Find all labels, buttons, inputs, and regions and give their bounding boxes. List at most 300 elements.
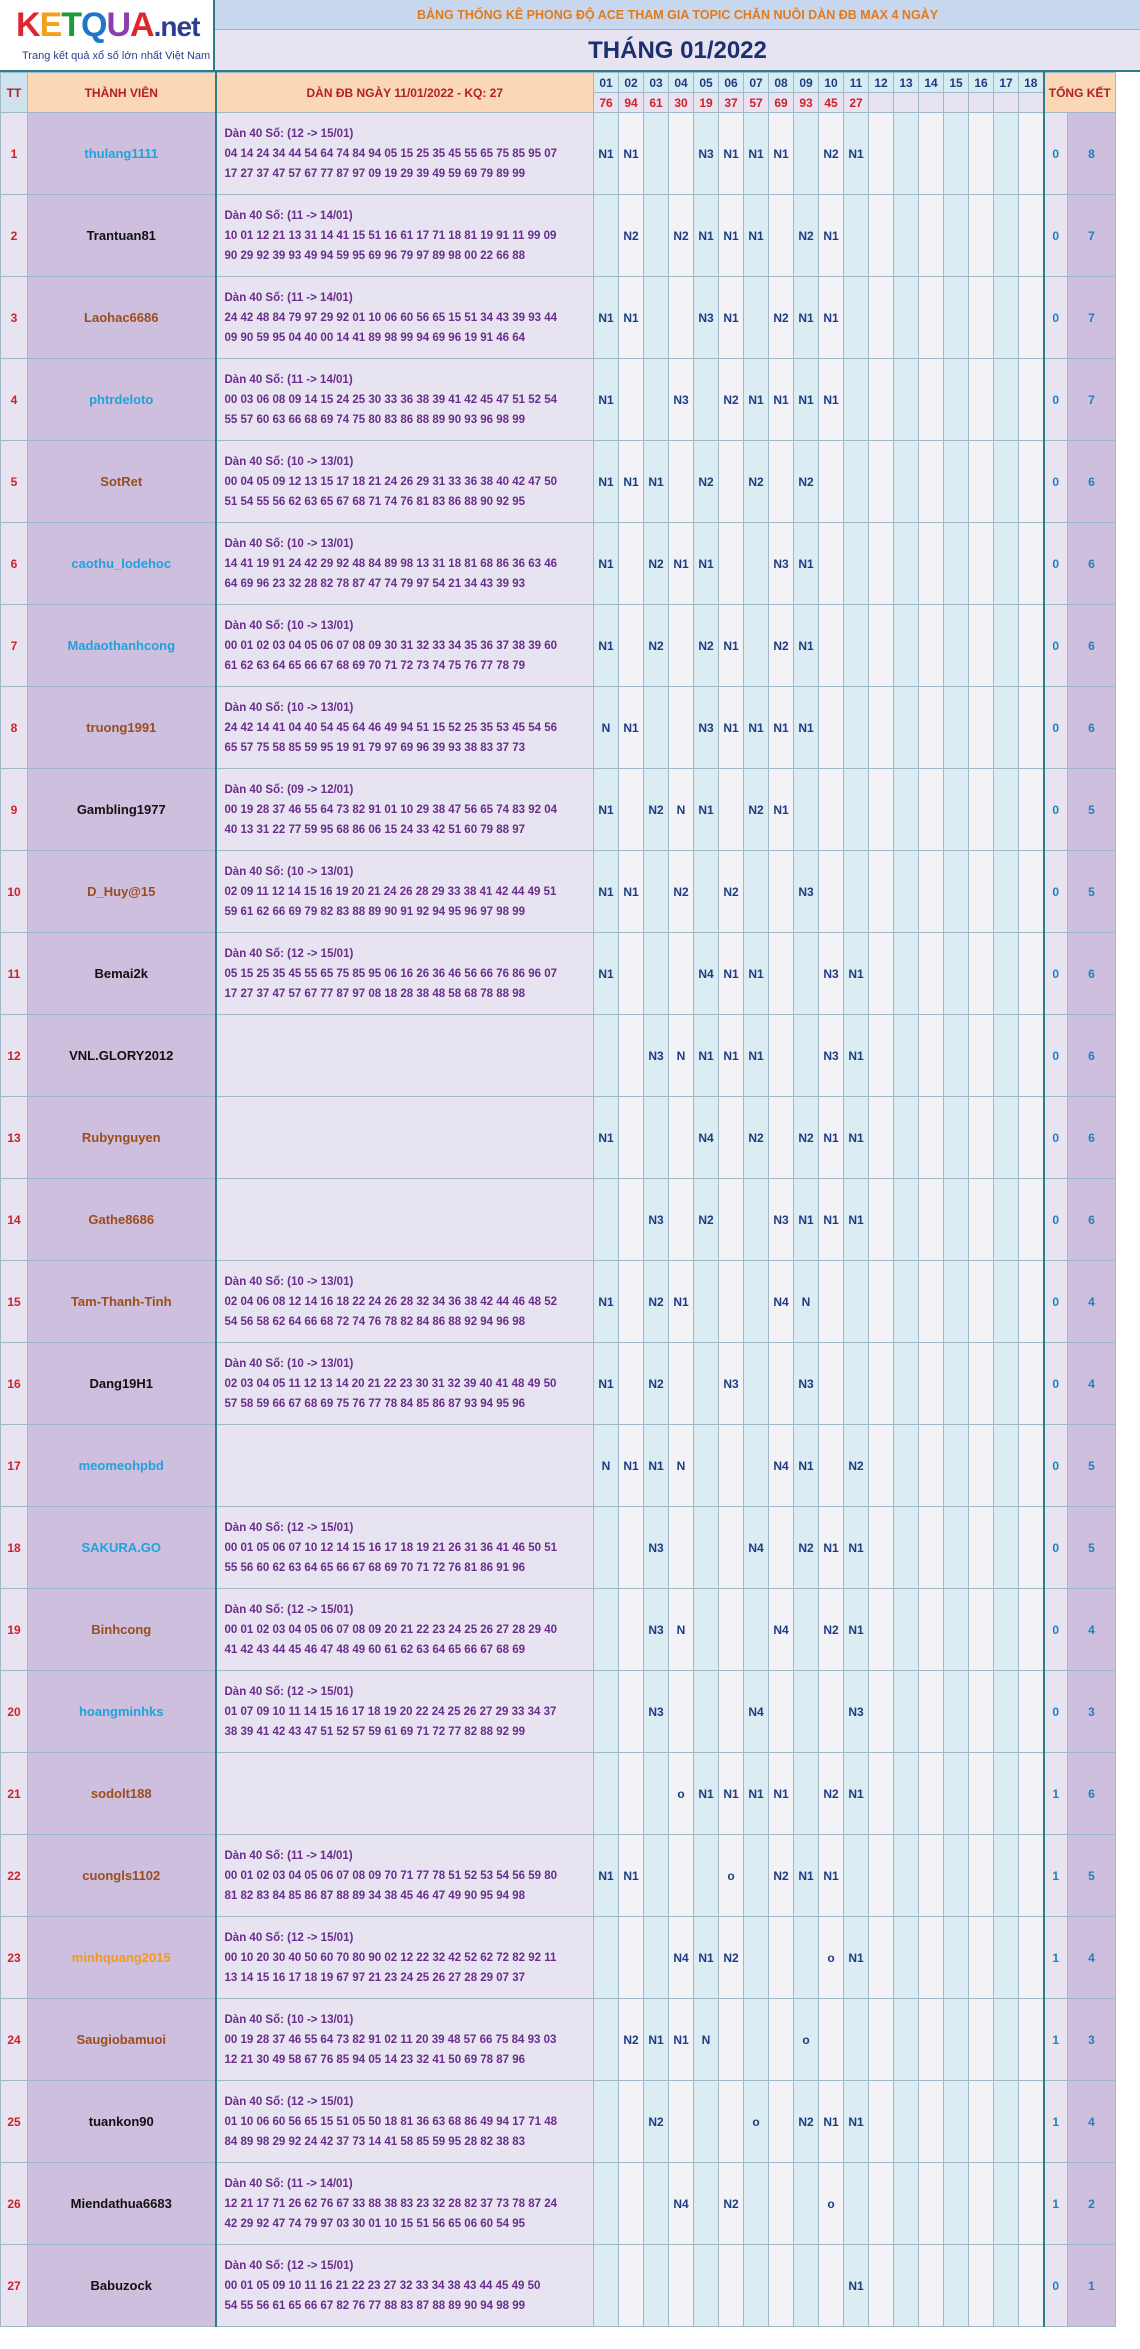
day-cell <box>869 1589 894 1671</box>
day-cell <box>644 1097 669 1179</box>
total-score: 7 <box>1068 359 1116 441</box>
day-cell <box>869 1343 894 1425</box>
day-cell <box>769 1671 794 1753</box>
day-cell <box>819 851 844 933</box>
day-cell <box>594 1179 619 1261</box>
table-row <box>1 1425 1116 1507</box>
day-cell: N2 <box>769 1835 794 1917</box>
day-cell <box>944 1999 969 2081</box>
day-cell <box>869 1261 894 1343</box>
day-cell: N1 <box>744 195 769 277</box>
day-cell <box>619 1671 644 1753</box>
member-name[interactable]: tuankon90 <box>28 2081 216 2163</box>
dan-numbers <box>216 687 594 769</box>
day-cell <box>1019 851 1044 933</box>
day-cell <box>944 769 969 851</box>
day-cell: N3 <box>844 1671 869 1753</box>
header-day-12: 12 <box>869 73 894 93</box>
dan-line: 00 01 05 09 10 11 16 21 22 23 27 32 33 34 38 43 44 45 49 50 <box>224 2279 541 2292</box>
total-score: 4 <box>1068 1917 1116 1999</box>
day-cell <box>894 1835 919 1917</box>
dan-line: 00 01 02 03 04 05 06 07 08 09 20 21 22 23 24 25 26 27 28 29 40 <box>224 1623 558 1636</box>
member-name[interactable]: phtrdeloto <box>28 359 216 441</box>
day-cell <box>919 1999 944 2081</box>
day-cell <box>819 1343 844 1425</box>
day-cell <box>869 1835 894 1917</box>
day-cell: N1 <box>594 359 619 441</box>
day-cell <box>619 2163 644 2245</box>
day-cell <box>594 1999 619 2081</box>
day-cell <box>919 2081 944 2163</box>
day-cell <box>644 113 669 195</box>
total-score: 1 <box>1068 2245 1116 2327</box>
day-cell <box>844 2163 869 2245</box>
day-cell <box>719 1507 744 1589</box>
dan-numbers <box>216 2081 594 2163</box>
dan-numbers <box>216 1835 594 1917</box>
dan-numbers <box>216 523 594 605</box>
day-cell <box>694 1671 719 1753</box>
day-cell <box>869 687 894 769</box>
day-cell: N3 <box>719 1343 744 1425</box>
day-cell <box>769 1917 794 1999</box>
day-cell <box>594 2163 619 2245</box>
row-number: 27 <box>1 2245 28 2327</box>
member-name[interactable]: minhquang2015 <box>28 1917 216 1999</box>
day-cell <box>919 1507 944 1589</box>
day-cell <box>969 1507 994 1589</box>
header-result-17 <box>994 93 1019 113</box>
dan-line: 24 42 14 41 04 40 54 45 64 46 49 94 51 15 52 25 35 53 45 54 56 <box>224 721 558 734</box>
day-cell: N2 <box>794 1507 819 1589</box>
dan-line: 90 29 92 39 93 49 94 59 95 69 96 79 97 89 98 00 22 66 88 <box>224 249 526 262</box>
day-cell: N1 <box>819 1507 844 1589</box>
dan-line: 12 21 30 49 58 67 76 85 94 05 14 23 32 41 50 69 78 87 96 <box>224 2053 526 2066</box>
day-cell <box>894 1507 919 1589</box>
day-cell <box>769 1097 794 1179</box>
day-cell <box>719 1261 744 1343</box>
miss-count: 1 <box>1044 1835 1068 1917</box>
day-cell <box>969 359 994 441</box>
total-score: 4 <box>1068 1589 1116 1671</box>
table-row <box>1 1261 1116 1343</box>
day-cell <box>719 2081 744 2163</box>
miss-count: 0 <box>1044 769 1068 851</box>
day-cell <box>1019 1671 1044 1753</box>
day-cell <box>744 851 769 933</box>
day-cell: N2 <box>719 359 744 441</box>
day-cell <box>769 441 794 523</box>
member-name[interactable]: Rubynguyen <box>28 1097 216 1179</box>
dan-numbers <box>216 605 594 687</box>
dan-range: Dàn 40 Số: (10 -> 13/01) <box>224 537 354 550</box>
day-cell <box>969 1589 994 1671</box>
header-result-2: 94 <box>619 93 644 113</box>
table-row <box>1 441 1116 523</box>
day-cell <box>719 1999 744 2081</box>
day-cell <box>994 1507 1019 1589</box>
day-cell <box>944 2081 969 2163</box>
day-cell: N1 <box>769 359 794 441</box>
member-name[interactable]: Miendathua6683 <box>28 2163 216 2245</box>
day-cell: N2 <box>694 1179 719 1261</box>
day-cell <box>819 605 844 687</box>
header-result-16 <box>969 93 994 113</box>
dan-line: 41 42 43 44 45 46 47 48 49 60 61 62 63 64 65 66 67 68 69 <box>224 1643 526 1656</box>
day-cell: N1 <box>619 687 644 769</box>
day-cell: N <box>669 1589 694 1671</box>
day-cell <box>894 2245 919 2327</box>
table-row <box>1 1507 1116 1589</box>
dan-numbers <box>216 851 594 933</box>
day-cell: N1 <box>619 1425 644 1507</box>
day-cell: N1 <box>819 195 844 277</box>
day-cell <box>994 1097 1019 1179</box>
day-cell: N1 <box>694 523 719 605</box>
day-cell <box>944 1179 969 1261</box>
member-name[interactable]: cuongls1102 <box>28 1835 216 1917</box>
day-cell: N4 <box>769 1589 794 1671</box>
day-cell: N2 <box>744 441 769 523</box>
day-cell: N3 <box>769 1179 794 1261</box>
miss-count: 0 <box>1044 1343 1068 1425</box>
day-cell <box>694 851 719 933</box>
day-cell <box>969 1917 994 1999</box>
day-cell: N4 <box>694 933 719 1015</box>
dan-numbers <box>216 1097 594 1179</box>
member-name[interactable]: caothu_lodehoc <box>28 523 216 605</box>
day-cell: N1 <box>819 1835 844 1917</box>
total-score: 6 <box>1068 1015 1116 1097</box>
day-cell <box>669 1179 694 1261</box>
day-cell <box>819 523 844 605</box>
day-cell: N4 <box>694 1097 719 1179</box>
day-cell <box>1019 687 1044 769</box>
day-cell <box>619 523 644 605</box>
day-cell <box>669 277 694 359</box>
day-cell: N1 <box>844 2245 869 2327</box>
day-cell <box>894 851 919 933</box>
day-cell: N1 <box>819 1097 844 1179</box>
day-cell: N1 <box>794 1179 819 1261</box>
day-cell <box>819 1999 844 2081</box>
table-row <box>1 2163 1116 2245</box>
dan-line: 17 27 37 47 57 67 77 87 97 09 19 29 39 49 59 69 79 89 99 <box>224 167 526 180</box>
dan-range: Dàn 40 Số: (10 -> 13/01) <box>224 2013 354 2026</box>
day-cell <box>894 1015 919 1097</box>
member-name[interactable]: Binhcong <box>28 1589 216 1671</box>
day-cell <box>669 2081 694 2163</box>
day-cell: N1 <box>619 441 644 523</box>
day-cell <box>969 1261 994 1343</box>
day-cell: N3 <box>669 359 694 441</box>
day-cell <box>944 277 969 359</box>
day-cell <box>1019 1507 1044 1589</box>
day-cell: N1 <box>644 1999 669 2081</box>
day-cell: N1 <box>819 2081 844 2163</box>
day-cell <box>994 1917 1019 1999</box>
day-cell: N1 <box>794 359 819 441</box>
miss-count: 0 <box>1044 851 1068 933</box>
day-cell <box>869 2081 894 2163</box>
member-name[interactable]: Gathe8686 <box>28 1179 216 1261</box>
dan-range: Dàn 40 Số: (10 -> 13/01) <box>224 701 354 714</box>
table-row <box>1 1671 1116 1753</box>
row-number: 16 <box>1 1343 28 1425</box>
day-cell: N3 <box>794 851 819 933</box>
header-day-08: 08 <box>769 73 794 93</box>
day-cell <box>994 605 1019 687</box>
day-cell: N2 <box>769 605 794 687</box>
day-cell <box>969 441 994 523</box>
table-row <box>1 851 1116 933</box>
miss-count: 1 <box>1044 1753 1068 1835</box>
day-cell: N <box>694 1999 719 2081</box>
total-score: 8 <box>1068 113 1116 195</box>
header-day-15: 15 <box>944 73 969 93</box>
miss-count: 0 <box>1044 933 1068 1015</box>
day-cell <box>944 1589 969 1671</box>
day-cell <box>894 2081 919 2163</box>
day-cell <box>744 523 769 605</box>
header-day-02: 02 <box>619 73 644 93</box>
day-cell <box>919 1425 944 1507</box>
day-cell: N1 <box>694 769 719 851</box>
day-cell <box>969 1425 994 1507</box>
total-score: 5 <box>1068 1835 1116 1917</box>
table-row <box>1 113 1116 195</box>
dan-numbers <box>216 1507 594 1589</box>
day-cell: N1 <box>694 1753 719 1835</box>
day-cell: N4 <box>669 2163 694 2245</box>
day-cell: N3 <box>644 1671 669 1753</box>
header-day-09: 09 <box>794 73 819 93</box>
dan-numbers <box>216 1671 594 1753</box>
dan-range: Dàn 40 Số: (12 -> 15/01) <box>224 1931 354 1944</box>
logo-wordmark: KETQUA.net <box>16 6 200 44</box>
total-score: 4 <box>1068 2081 1116 2163</box>
day-cell <box>969 1835 994 1917</box>
sheet-banner: BẢNG THỐNG KÊ PHONG ĐỘ ACE THAM GIA TOPIC CHĂN NUÔI DÀN ĐB MAX 4 NGÀY <box>215 0 1140 30</box>
day-cell <box>1019 933 1044 1015</box>
day-cell <box>619 1917 644 1999</box>
day-cell: N1 <box>744 933 769 1015</box>
row-number: 19 <box>1 1589 28 1671</box>
member-name[interactable]: hoangminhks <box>28 1671 216 1753</box>
day-cell: o <box>719 1835 744 1917</box>
day-cell <box>944 1097 969 1179</box>
dan-line: 17 27 37 47 57 67 77 87 97 08 18 28 38 48 58 68 78 88 98 <box>224 987 526 1000</box>
dan-range: Dàn 40 Số: (12 -> 15/01) <box>224 1685 354 1698</box>
table-row <box>1 605 1116 687</box>
day-cell: N2 <box>794 195 819 277</box>
dan-line: 04 14 24 34 44 54 64 74 84 94 05 15 25 35 45 55 65 75 85 95 07 <box>224 147 558 160</box>
dan-numbers <box>216 1179 594 1261</box>
day-cell <box>919 1015 944 1097</box>
day-cell: N1 <box>694 1917 719 1999</box>
day-cell <box>944 113 969 195</box>
member-name[interactable]: truong1991 <box>28 687 216 769</box>
row-number: 6 <box>1 523 28 605</box>
day-cell: N1 <box>619 851 644 933</box>
day-cell <box>919 2163 944 2245</box>
header-result-18 <box>1019 93 1044 113</box>
day-cell <box>969 1097 994 1179</box>
member-name[interactable]: D_Huy@15 <box>28 851 216 933</box>
table-row <box>1 195 1116 277</box>
day-cell <box>769 2163 794 2245</box>
dan-line: 55 57 60 63 66 68 69 74 75 80 83 86 88 89 90 93 96 98 99 <box>224 413 526 426</box>
table-row <box>1 1179 1116 1261</box>
day-cell <box>744 1999 769 2081</box>
dan-line: 55 56 60 62 63 64 65 66 67 68 69 70 71 72 76 81 86 91 96 <box>224 1561 526 1574</box>
day-cell <box>1019 769 1044 851</box>
day-cell: N1 <box>769 1753 794 1835</box>
day-cell: N1 <box>719 1753 744 1835</box>
day-cell <box>894 1343 919 1425</box>
row-number: 11 <box>1 933 28 1015</box>
day-cell <box>644 933 669 1015</box>
dan-range: Dàn 40 Số: (10 -> 13/01) <box>224 1357 354 1370</box>
day-cell: N2 <box>694 441 719 523</box>
member-name[interactable]: Gambling1977 <box>28 769 216 851</box>
day-cell: N1 <box>844 1015 869 1097</box>
dan-numbers <box>216 769 594 851</box>
header-day-13: 13 <box>894 73 919 93</box>
day-cell <box>669 687 694 769</box>
miss-count: 0 <box>1044 1507 1068 1589</box>
day-cell: N1 <box>694 1015 719 1097</box>
member-name[interactable]: Saugiobamuoi <box>28 1999 216 2081</box>
day-cell <box>944 523 969 605</box>
row-number: 14 <box>1 1179 28 1261</box>
day-cell <box>844 523 869 605</box>
day-cell <box>844 359 869 441</box>
member-name[interactable]: VNL.GLORY2012 <box>28 1015 216 1097</box>
miss-count: 0 <box>1044 359 1068 441</box>
day-cell <box>969 2081 994 2163</box>
table-row <box>1 769 1116 851</box>
day-cell <box>669 1671 694 1753</box>
member-name[interactable]: thulang1111 <box>28 113 216 195</box>
day-cell <box>969 933 994 1015</box>
day-cell <box>819 1425 844 1507</box>
day-cell <box>894 769 919 851</box>
table-row <box>1 687 1116 769</box>
dan-line: 61 62 63 64 65 66 67 68 69 70 71 72 73 74 75 76 77 78 79 <box>224 659 526 672</box>
dan-range: Dàn 40 Số: (12 -> 15/01) <box>224 2259 354 2272</box>
day-cell: N <box>794 1261 819 1343</box>
day-cell <box>744 277 769 359</box>
member-name[interactable]: Madaothanhcong <box>28 605 216 687</box>
day-cell <box>1019 441 1044 523</box>
header-result-1: 76 <box>594 93 619 113</box>
day-cell: N1 <box>594 441 619 523</box>
header-result-6: 37 <box>719 93 744 113</box>
day-cell: N1 <box>844 1507 869 1589</box>
header-result-3: 61 <box>644 93 669 113</box>
member-name[interactable]: Tam-Thanh-Tinh <box>28 1261 216 1343</box>
member-name[interactable]: SAKURA.GO <box>28 1507 216 1589</box>
day-cell <box>994 1261 1019 1343</box>
month-title: THÁNG 01/2022 <box>215 30 1140 72</box>
header-result-5: 19 <box>694 93 719 113</box>
dan-range: Dàn 40 Số: (11 -> 14/01) <box>224 291 353 304</box>
total-score: 6 <box>1068 687 1116 769</box>
member-name[interactable]: meomeohpbd <box>28 1425 216 1507</box>
day-cell: N2 <box>644 2081 669 2163</box>
day-cell <box>994 1425 1019 1507</box>
day-cell <box>819 687 844 769</box>
stats-table <box>0 72 1116 2327</box>
day-cell <box>1019 1917 1044 1999</box>
day-cell <box>619 605 644 687</box>
dan-line: 00 01 05 06 07 10 12 14 15 16 17 18 19 21 26 31 36 41 46 50 51 <box>224 1541 558 1554</box>
member-name[interactable]: Dang19H1 <box>28 1343 216 1425</box>
day-cell: N <box>594 1425 619 1507</box>
member-name[interactable]: Trantuan81 <box>28 195 216 277</box>
day-cell <box>1019 1261 1044 1343</box>
day-cell: N1 <box>844 1589 869 1671</box>
row-number: 18 <box>1 1507 28 1589</box>
day-cell <box>869 359 894 441</box>
dan-range: Dàn 40 Số: (12 -> 15/01) <box>224 127 354 140</box>
day-cell: N2 <box>644 523 669 605</box>
day-cell <box>994 1753 1019 1835</box>
day-cell: N1 <box>744 359 769 441</box>
day-cell <box>919 1671 944 1753</box>
day-cell <box>769 1507 794 1589</box>
member-name[interactable]: Bemai2k <box>28 933 216 1015</box>
member-name[interactable]: SotRet <box>28 441 216 523</box>
table-row <box>1 2081 1116 2163</box>
day-cell: N1 <box>644 1425 669 1507</box>
dan-range: Dàn 40 Số: (10 -> 13/01) <box>224 1275 354 1288</box>
row-number: 3 <box>1 277 28 359</box>
header-day-16: 16 <box>969 73 994 93</box>
total-score: 3 <box>1068 1999 1116 2081</box>
day-cell <box>994 523 1019 605</box>
day-cell <box>644 1917 669 1999</box>
day-cell <box>969 2245 994 2327</box>
member-name[interactable]: Laohac6686 <box>28 277 216 359</box>
day-cell: N2 <box>644 769 669 851</box>
ketqua-logo[interactable] <box>0 0 215 72</box>
day-cell <box>694 1507 719 1589</box>
day-cell <box>869 441 894 523</box>
day-cell <box>694 1343 719 1425</box>
logo-tagline: Trang kết quả xổ số lớn nhất Việt Nam <box>22 50 211 62</box>
day-cell <box>869 1753 894 1835</box>
miss-count: 0 <box>1044 1179 1068 1261</box>
table-row <box>1 1343 1116 1425</box>
dan-line: 13 14 15 16 17 18 19 67 97 21 23 24 25 26 27 28 29 07 37 <box>224 1971 526 1984</box>
day-cell <box>969 1999 994 2081</box>
member-name[interactable]: Babuzock <box>28 2245 216 2327</box>
total-score: 5 <box>1068 1507 1116 1589</box>
day-cell: N1 <box>619 113 644 195</box>
dan-range: Dàn 40 Số: (11 -> 14/01) <box>224 1849 353 1862</box>
day-cell: N1 <box>844 113 869 195</box>
dan-line: 00 01 02 03 04 05 06 07 08 09 70 71 77 78 51 52 53 54 56 59 80 <box>224 1869 558 1882</box>
miss-count: 0 <box>1044 1015 1068 1097</box>
miss-count: 0 <box>1044 1261 1068 1343</box>
day-cell <box>994 769 1019 851</box>
header-result-8: 69 <box>769 93 794 113</box>
table-row <box>1 1835 1116 1917</box>
day-cell <box>919 769 944 851</box>
member-name[interactable]: sodolt188 <box>28 1753 216 1835</box>
